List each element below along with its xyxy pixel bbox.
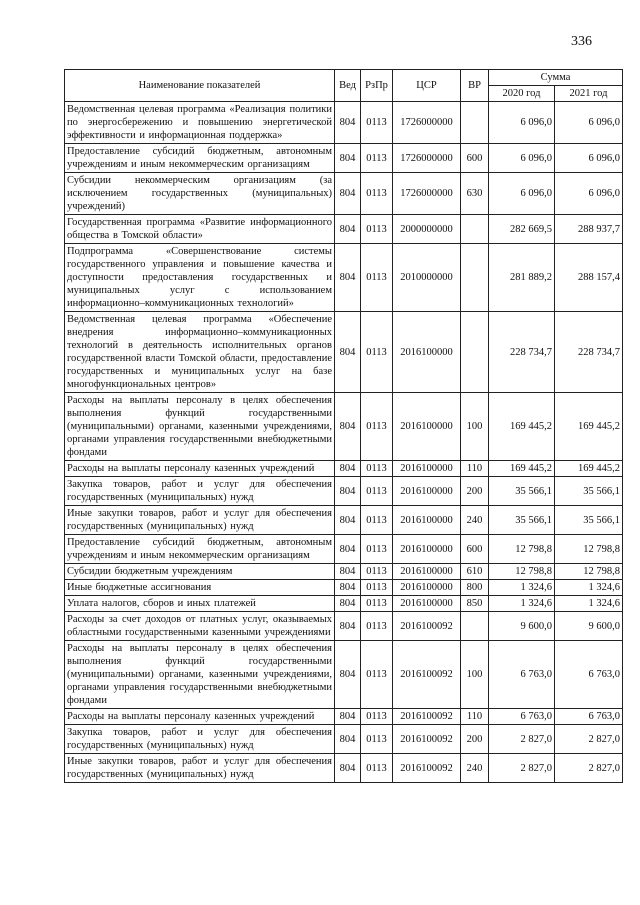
- row-vr: 110: [461, 461, 489, 477]
- table-row: [65, 725, 623, 754]
- row-csr: 1726000000: [393, 102, 461, 144]
- row-rzpr: 0113: [361, 102, 393, 144]
- row-rzpr: 0113: [361, 612, 393, 641]
- row-rzpr: 0113: [361, 144, 393, 173]
- table-row: [65, 461, 623, 477]
- row-rzpr: 0113: [361, 215, 393, 244]
- row-sum-2020: 9 600,0: [489, 612, 555, 641]
- row-ved: 804: [335, 506, 361, 535]
- row-name: Расходы на выплаты персоналу в целях обеспечения выполнения функций государственными (муниципальными) органами, казенными учреждениями, органами управления государственными внебюджетными фондами: [65, 641, 335, 709]
- row-ved: 804: [335, 477, 361, 506]
- row-sum-2021: 12 798,8: [555, 564, 623, 580]
- row-rzpr: 0113: [361, 580, 393, 596]
- row-vr: [461, 244, 489, 312]
- row-csr: 2016100000: [393, 580, 461, 596]
- row-name: Предоставление субсидий бюджетным, автономным учреждениям и иным некоммерческим организациям: [65, 144, 335, 173]
- row-csr: 2016100092: [393, 725, 461, 754]
- row-csr: 2016100000: [393, 312, 461, 393]
- row-csr: 2016100000: [393, 535, 461, 564]
- row-csr: 2016100000: [393, 506, 461, 535]
- row-vr: 600: [461, 535, 489, 564]
- row-name: Закупка товаров, работ и услуг для обеспечения государственных (муниципальных) нужд: [65, 725, 335, 754]
- row-name: Субсидии бюджетным учреждениям: [65, 564, 335, 580]
- row-vr: 800: [461, 580, 489, 596]
- header-csr: ЦСР: [393, 70, 461, 102]
- row-ved: 804: [335, 393, 361, 461]
- row-name: Ведомственная целевая программа «Реализация политики по энергосбережению и повышению энергетической эффективности и информационная поддержка»: [65, 102, 335, 144]
- row-csr: 2016100092: [393, 612, 461, 641]
- row-sum-2020: 1 324,6: [489, 580, 555, 596]
- header-sum: Сумма: [489, 70, 623, 86]
- table-header: [65, 70, 623, 102]
- table-row: [65, 312, 623, 393]
- row-sum-2021: 288 157,4: [555, 244, 623, 312]
- row-ved: 804: [335, 535, 361, 564]
- row-csr: 2016100092: [393, 641, 461, 709]
- row-sum-2021: 35 566,1: [555, 477, 623, 506]
- row-sum-2021: 6 096,0: [555, 144, 623, 173]
- row-name: Ведомственная целевая программа «Обеспечение внедрения информационно–коммуникационных технологий в деятельность исполнительных органов государственной власти Томской области, предоставление государственных и муниципальных услуг на базе многофункциональных центров»: [65, 312, 335, 393]
- row-sum-2020: 1 324,6: [489, 596, 555, 612]
- row-sum-2021: 169 445,2: [555, 461, 623, 477]
- table-row: [65, 564, 623, 580]
- row-name: Государственная программа «Развитие информационного общества в Томской области»: [65, 215, 335, 244]
- table-row: [65, 102, 623, 144]
- row-sum-2020: 35 566,1: [489, 477, 555, 506]
- budget-table: [64, 69, 623, 783]
- row-sum-2021: 6 763,0: [555, 641, 623, 709]
- table-row: [65, 477, 623, 506]
- row-ved: 804: [335, 709, 361, 725]
- row-rzpr: 0113: [361, 564, 393, 580]
- row-sum-2021: 169 445,2: [555, 393, 623, 461]
- row-vr: 240: [461, 754, 489, 783]
- row-ved: 804: [335, 102, 361, 144]
- row-ved: 804: [335, 312, 361, 393]
- row-rzpr: 0113: [361, 461, 393, 477]
- row-sum-2021: 2 827,0: [555, 754, 623, 783]
- row-sum-2021: 2 827,0: [555, 725, 623, 754]
- row-rzpr: 0113: [361, 244, 393, 312]
- table-row: [65, 580, 623, 596]
- row-vr: 110: [461, 709, 489, 725]
- row-rzpr: 0113: [361, 173, 393, 215]
- row-sum-2020: 12 798,8: [489, 564, 555, 580]
- table-row: [65, 144, 623, 173]
- row-sum-2020: 2 827,0: [489, 725, 555, 754]
- header-2021: 2021 год: [555, 86, 623, 102]
- row-name: Предоставление субсидий бюджетным, автономным учреждениям и иным некоммерческим организациям: [65, 535, 335, 564]
- row-csr: 2016100000: [393, 393, 461, 461]
- row-name: Иные бюджетные ассигнования: [65, 580, 335, 596]
- row-name: Подпрограмма «Совершенствование системы государственного управления и повышение качества и доступности предоставления государственных и муниципальных услуг с использованием информационно–коммуникационных технологий»: [65, 244, 335, 312]
- row-vr: 630: [461, 173, 489, 215]
- row-ved: 804: [335, 725, 361, 754]
- row-sum-2021: 1 324,6: [555, 596, 623, 612]
- row-vr: [461, 612, 489, 641]
- row-name: Уплата налогов, сборов и иных платежей: [65, 596, 335, 612]
- row-sum-2020: 12 798,8: [489, 535, 555, 564]
- row-ved: 804: [335, 641, 361, 709]
- row-rzpr: 0113: [361, 477, 393, 506]
- row-vr: 200: [461, 725, 489, 754]
- row-vr: 200: [461, 477, 489, 506]
- row-sum-2020: 228 734,7: [489, 312, 555, 393]
- row-name: Иные закупки товаров, работ и услуг для обеспечения государственных (муниципальных) нужд: [65, 506, 335, 535]
- row-ved: 804: [335, 596, 361, 612]
- row-rzpr: 0113: [361, 393, 393, 461]
- row-rzpr: 0113: [361, 535, 393, 564]
- table-row: [65, 173, 623, 215]
- table-row: [65, 215, 623, 244]
- row-sum-2020: 2 827,0: [489, 754, 555, 783]
- row-vr: [461, 215, 489, 244]
- table-row: [65, 393, 623, 461]
- row-name: Субсидии некоммерческим организациям (за исключением государственных (муниципальных) учреждений): [65, 173, 335, 215]
- row-vr: 850: [461, 596, 489, 612]
- page-number: 336: [571, 34, 592, 49]
- row-ved: 804: [335, 144, 361, 173]
- row-sum-2021: 6 096,0: [555, 173, 623, 215]
- row-vr: [461, 312, 489, 393]
- row-sum-2021: 228 734,7: [555, 312, 623, 393]
- row-vr: [461, 102, 489, 144]
- row-sum-2020: 169 445,2: [489, 393, 555, 461]
- row-rzpr: 0113: [361, 506, 393, 535]
- row-sum-2021: 9 600,0: [555, 612, 623, 641]
- row-sum-2020: 282 669,5: [489, 215, 555, 244]
- table-row: [65, 244, 623, 312]
- row-sum-2021: 6 763,0: [555, 709, 623, 725]
- row-ved: 804: [335, 461, 361, 477]
- header-ved: Вед: [335, 70, 361, 102]
- row-rzpr: 0113: [361, 754, 393, 783]
- row-vr: 100: [461, 393, 489, 461]
- row-vr: 610: [461, 564, 489, 580]
- row-ved: 804: [335, 215, 361, 244]
- table-row: [65, 754, 623, 783]
- table-row: [65, 709, 623, 725]
- row-csr: 2016100000: [393, 477, 461, 506]
- row-rzpr: 0113: [361, 596, 393, 612]
- row-csr: 2010000000: [393, 244, 461, 312]
- row-ved: 804: [335, 244, 361, 312]
- row-csr: 1726000000: [393, 144, 461, 173]
- row-name: Расходы на выплаты персоналу казенных учреждений: [65, 461, 335, 477]
- row-ved: 804: [335, 173, 361, 215]
- header-vr: ВР: [461, 70, 489, 102]
- table-row: [65, 596, 623, 612]
- header-2020: 2020 год: [489, 86, 555, 102]
- row-name: Расходы на выплаты персоналу казенных учреждений: [65, 709, 335, 725]
- row-sum-2020: 6 763,0: [489, 641, 555, 709]
- row-csr: 2016100000: [393, 596, 461, 612]
- row-rzpr: 0113: [361, 725, 393, 754]
- header-rzpr: РзПр: [361, 70, 393, 102]
- row-sum-2021: 12 798,8: [555, 535, 623, 564]
- row-name: Закупка товаров, работ и услуг для обеспечения государственных (муниципальных) нужд: [65, 477, 335, 506]
- row-name: Расходы за счет доходов от платных услуг, оказываемых областными государственными казенными учреждениями: [65, 612, 335, 641]
- row-sum-2020: 35 566,1: [489, 506, 555, 535]
- row-rzpr: 0113: [361, 312, 393, 393]
- table-row: [65, 641, 623, 709]
- table-row: [65, 506, 623, 535]
- row-ved: 804: [335, 612, 361, 641]
- row-sum-2021: 288 937,7: [555, 215, 623, 244]
- table-row: [65, 612, 623, 641]
- row-ved: 804: [335, 564, 361, 580]
- row-name: Иные закупки товаров, работ и услуг для обеспечения государственных (муниципальных) нужд: [65, 754, 335, 783]
- row-ved: 804: [335, 580, 361, 596]
- row-rzpr: 0113: [361, 709, 393, 725]
- row-csr: 2016100092: [393, 709, 461, 725]
- row-csr: 2016100000: [393, 564, 461, 580]
- row-sum-2020: 6 763,0: [489, 709, 555, 725]
- row-sum-2021: 35 566,1: [555, 506, 623, 535]
- row-vr: 100: [461, 641, 489, 709]
- row-sum-2020: 281 889,2: [489, 244, 555, 312]
- table-body: [65, 102, 623, 783]
- row-sum-2020: 6 096,0: [489, 173, 555, 215]
- row-ved: 804: [335, 754, 361, 783]
- row-sum-2021: 6 096,0: [555, 102, 623, 144]
- row-sum-2020: 6 096,0: [489, 144, 555, 173]
- row-csr: 1726000000: [393, 173, 461, 215]
- row-sum-2021: 1 324,6: [555, 580, 623, 596]
- header-name: Наименование показателей: [65, 70, 335, 102]
- row-csr: 2016100092: [393, 754, 461, 783]
- table-row: [65, 535, 623, 564]
- row-vr: 240: [461, 506, 489, 535]
- row-csr: 2016100000: [393, 461, 461, 477]
- row-vr: 600: [461, 144, 489, 173]
- row-sum-2020: 169 445,2: [489, 461, 555, 477]
- row-sum-2020: 6 096,0: [489, 102, 555, 144]
- row-csr: 2000000000: [393, 215, 461, 244]
- row-name: Расходы на выплаты персоналу в целях обеспечения выполнения функций государственными (муниципальными) органами, казенными учреждениями, органами управления государственными внебюджетными фондами: [65, 393, 335, 461]
- row-rzpr: 0113: [361, 641, 393, 709]
